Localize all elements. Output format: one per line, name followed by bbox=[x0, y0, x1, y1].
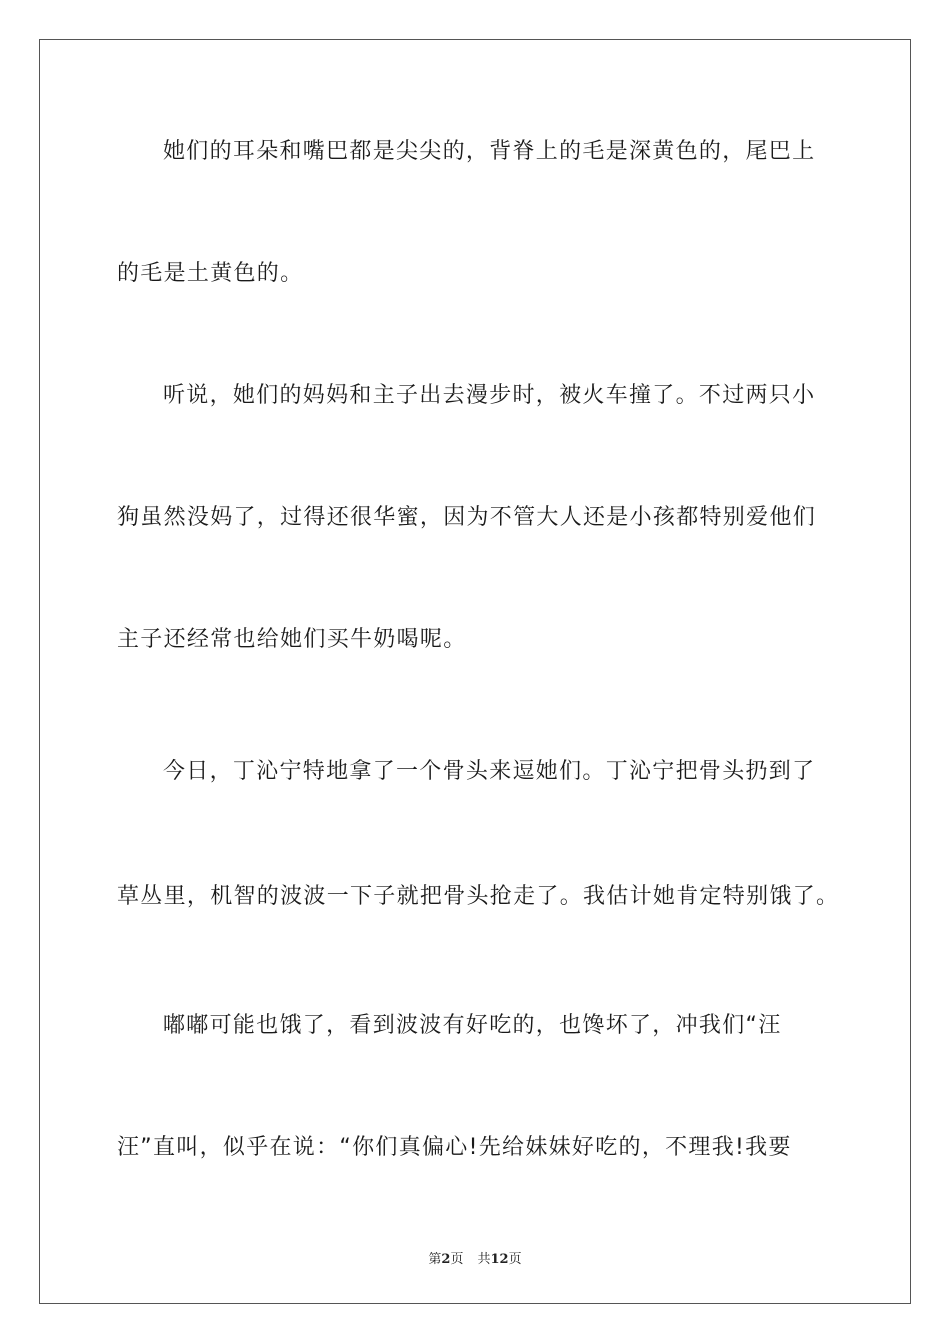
page-suffix: 页 bbox=[450, 1252, 464, 1267]
paragraph-line: 她们的耳朵和嘴巴都是尖尖的，背脊上的毛是深黄色的，尾巴上 bbox=[163, 139, 816, 164]
page-footer bbox=[0, 1248, 950, 1267]
total-pages: 12 bbox=[490, 1252, 509, 1267]
paragraph-line: 汪”直叫，似乎在说：“你们真偏心!先给妹妹好吃的，不理我!我要 bbox=[117, 1135, 792, 1160]
paragraph-line: 今日，丁沁宁特地拿了一个骨头来逗她们。丁沁宁把骨头扔到了 bbox=[163, 759, 816, 784]
paragraph-line: 狗虽然没妈了，过得还很华蜜，因为不管大人还是小孩都特别爱他们 bbox=[117, 505, 817, 530]
paragraph-line: 主子还经常也给她们买牛奶喝呢。 bbox=[117, 627, 467, 652]
total-prefix: 共 bbox=[477, 1252, 491, 1267]
page-number: 2 bbox=[441, 1252, 451, 1267]
paragraph-line: 听说，她们的妈妈和主子出去漫步时，被火车撞了。不过两只小 bbox=[163, 383, 816, 408]
paragraph-line: 的毛是土黄色的。 bbox=[117, 261, 304, 286]
paragraph-line: 草丛里，机智的波波一下子就把骨头抢走了。我估计她肯定特别饿了。 bbox=[117, 884, 840, 909]
paragraph-line: 嘟嘟可能也饿了，看到波波有好吃的，也馋坏了，冲我们“汪 bbox=[163, 1013, 782, 1038]
page-prefix: 第 bbox=[428, 1252, 442, 1267]
page-border bbox=[39, 39, 911, 1304]
total-suffix: 页 bbox=[508, 1252, 522, 1267]
